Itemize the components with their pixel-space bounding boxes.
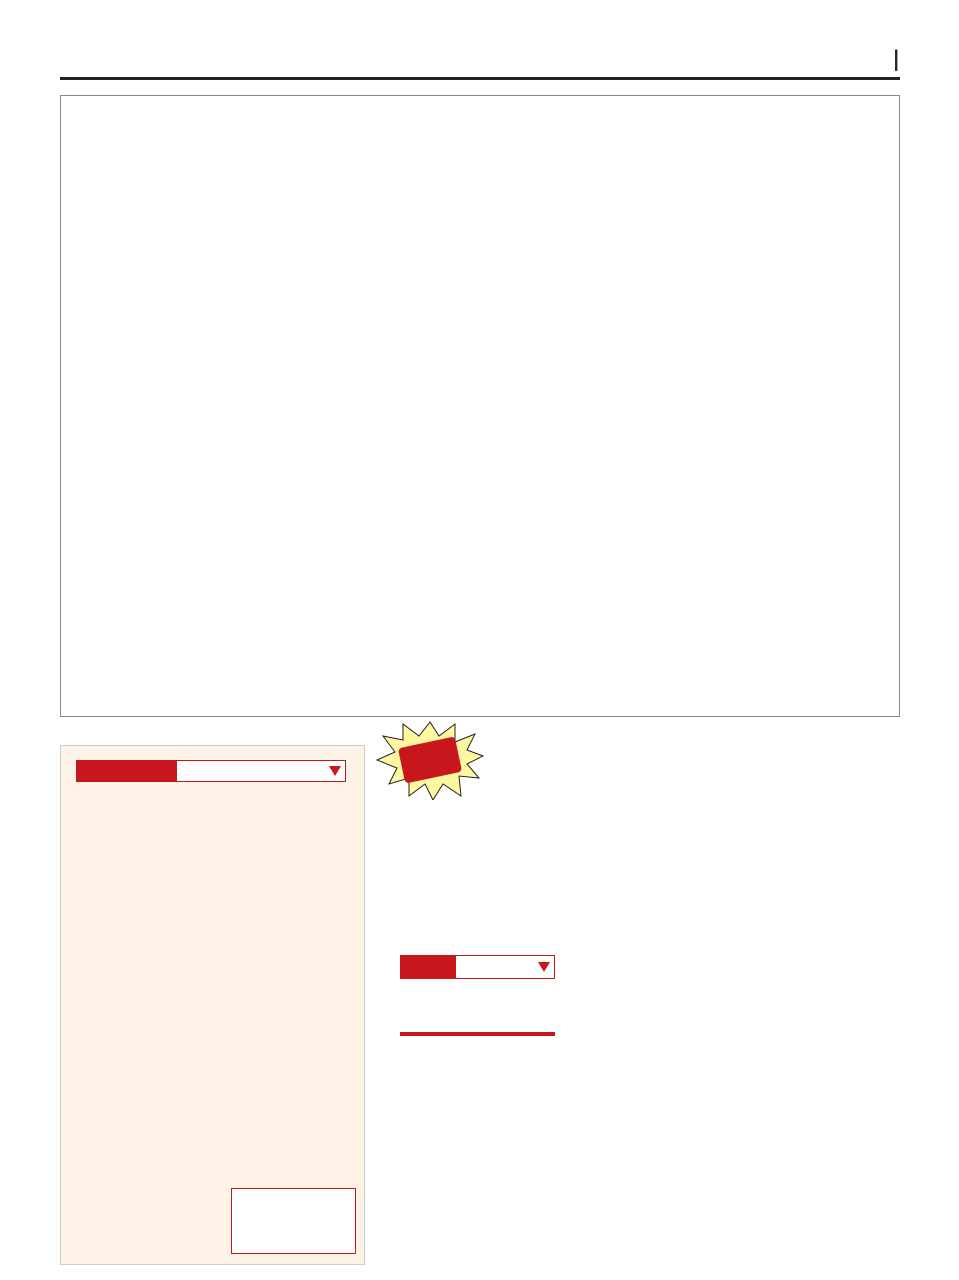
section-title: | bbox=[892, 47, 900, 71]
qxc-panel bbox=[400, 955, 555, 1055]
page-header bbox=[60, 40, 900, 80]
zx6-article bbox=[400, 820, 900, 948]
starburst-badge bbox=[375, 720, 485, 800]
pl3-tag bbox=[77, 761, 177, 781]
prize-table bbox=[400, 1032, 555, 1036]
trend-chart bbox=[60, 95, 900, 717]
pl3-title-bar bbox=[76, 760, 346, 782]
dropdown-triangle-icon bbox=[538, 962, 550, 972]
qxc-title-bar bbox=[400, 955, 555, 979]
pl3-left-column bbox=[69, 801, 221, 822]
dropdown-triangle-icon bbox=[329, 766, 341, 776]
pl3-analysis-panel bbox=[60, 745, 365, 1265]
pl5-result-box bbox=[231, 1188, 356, 1254]
recommend-col-3 bbox=[745, 1045, 907, 1053]
